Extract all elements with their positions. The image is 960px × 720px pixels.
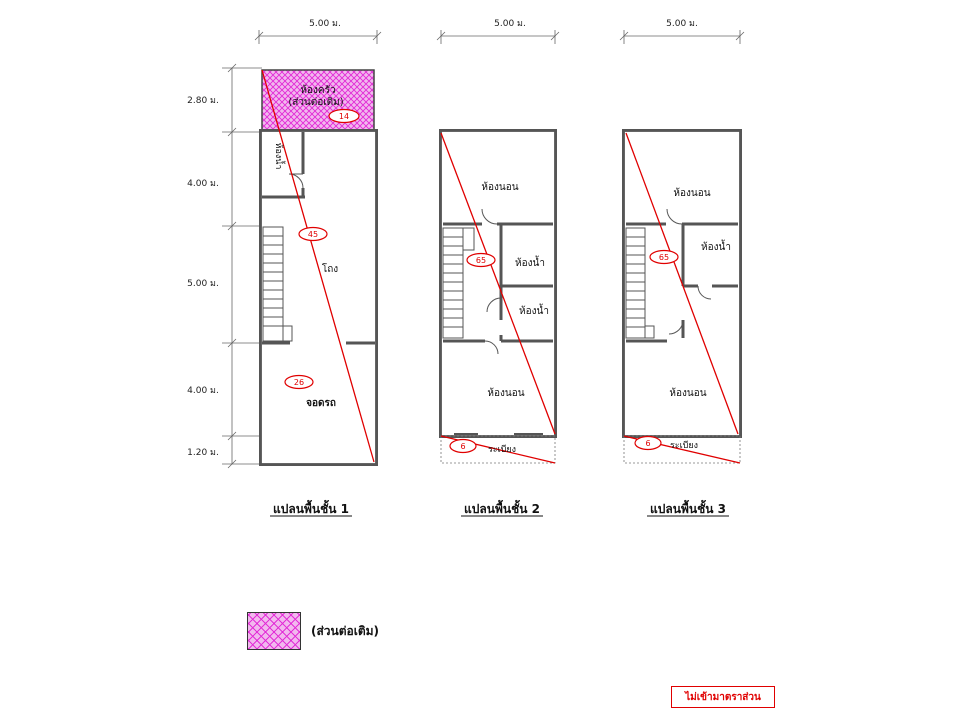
floor-2-staircase (443, 228, 474, 338)
area-marker-14-value: 14 (338, 112, 350, 121)
kitchen-extension-label: (ส่วนต่อเติม) (288, 97, 344, 108)
width-label-floor-2: 5.00 ม. (494, 19, 526, 29)
area-marker-65-floor-3-value: 65 (658, 253, 670, 262)
area-marker-26 (285, 376, 313, 389)
area-marker-65-floor-2-value: 65 (475, 256, 487, 265)
height-label-kitchen: 2.80 ม. (187, 96, 219, 106)
legend-extension-label: (ส่วนต่อเติม) (311, 624, 380, 638)
hall-label: โถง (321, 264, 339, 275)
area-marker-6-floor-3 (635, 437, 661, 450)
area-marker-6-floor-2 (450, 440, 476, 453)
floor-1-title: แปลนพื้นชั้น 1 (273, 502, 349, 516)
width-label-floor-3: 5.00 ม. (666, 19, 698, 29)
floor-3-title: แปลนพื้นชั้น 3 (650, 502, 726, 516)
area-marker-6-floor-2-value: 6 (460, 442, 466, 451)
not-to-scale-note: ไม่เข้ามาตราส่วน (671, 686, 775, 708)
legend-extension-swatch (247, 612, 301, 650)
height-label-bathroom-zone: 4.00 ม. (187, 179, 219, 189)
height-label-front-zone: 1.20 ม. (187, 448, 219, 458)
floor-2-bathroom-1-label: ห้องน้ำ (515, 258, 545, 269)
height-label-parking-zone: 4.00 ม. (187, 386, 219, 396)
floor-3-bedroom-top-label: ห้องนอน (673, 188, 711, 199)
floor-1-staircase (263, 227, 292, 341)
bathroom-door-swing (289, 174, 303, 188)
floor-3-bathroom-label: ห้องน้ำ (701, 242, 731, 253)
area-marker-65-floor-3 (650, 251, 678, 264)
parking-label: จอดรถ (306, 398, 336, 409)
floor-3-plan (624, 131, 740, 463)
width-label-floor-1: 5.00 ม. (309, 19, 341, 29)
width-dimension-floor-3 (620, 30, 744, 44)
floor-3-bedroom-bottom-label: ห้องนอน (669, 388, 707, 399)
floor-2-bedroom-bottom-label: ห้องนอน (487, 388, 525, 399)
area-marker-26-value: 26 (293, 378, 305, 387)
kitchen-label: ห้องครัว (300, 85, 336, 96)
floor-2-title: แปลนพื้นชั้น 2 (464, 502, 540, 516)
floor-2-plan (441, 131, 555, 463)
area-marker-45 (299, 228, 327, 241)
area-marker-65-floor-2 (467, 254, 495, 267)
floor-3-balcony-label: ระเบียง (669, 441, 699, 451)
width-dimension-floor-2 (437, 30, 559, 44)
floor-2-balcony-label: ระเบียง (487, 445, 517, 455)
floor-2-bathroom-2-label: ห้องน้ำ (519, 306, 549, 317)
floor-3-staircase (626, 228, 654, 338)
area-marker-6-floor-3-value: 6 (645, 439, 651, 448)
floor-1-bathroom-label: ห้องน้ำ (273, 142, 283, 170)
floor-2-bedroom-top-label: ห้องนอน (481, 182, 519, 193)
width-dimension-floor-1 (255, 30, 381, 44)
height-dimension-chain (222, 64, 262, 468)
height-label-hall-zone: 5.00 ม. (187, 279, 219, 289)
area-marker-45-value: 45 (307, 230, 319, 239)
area-marker-14 (329, 110, 359, 123)
